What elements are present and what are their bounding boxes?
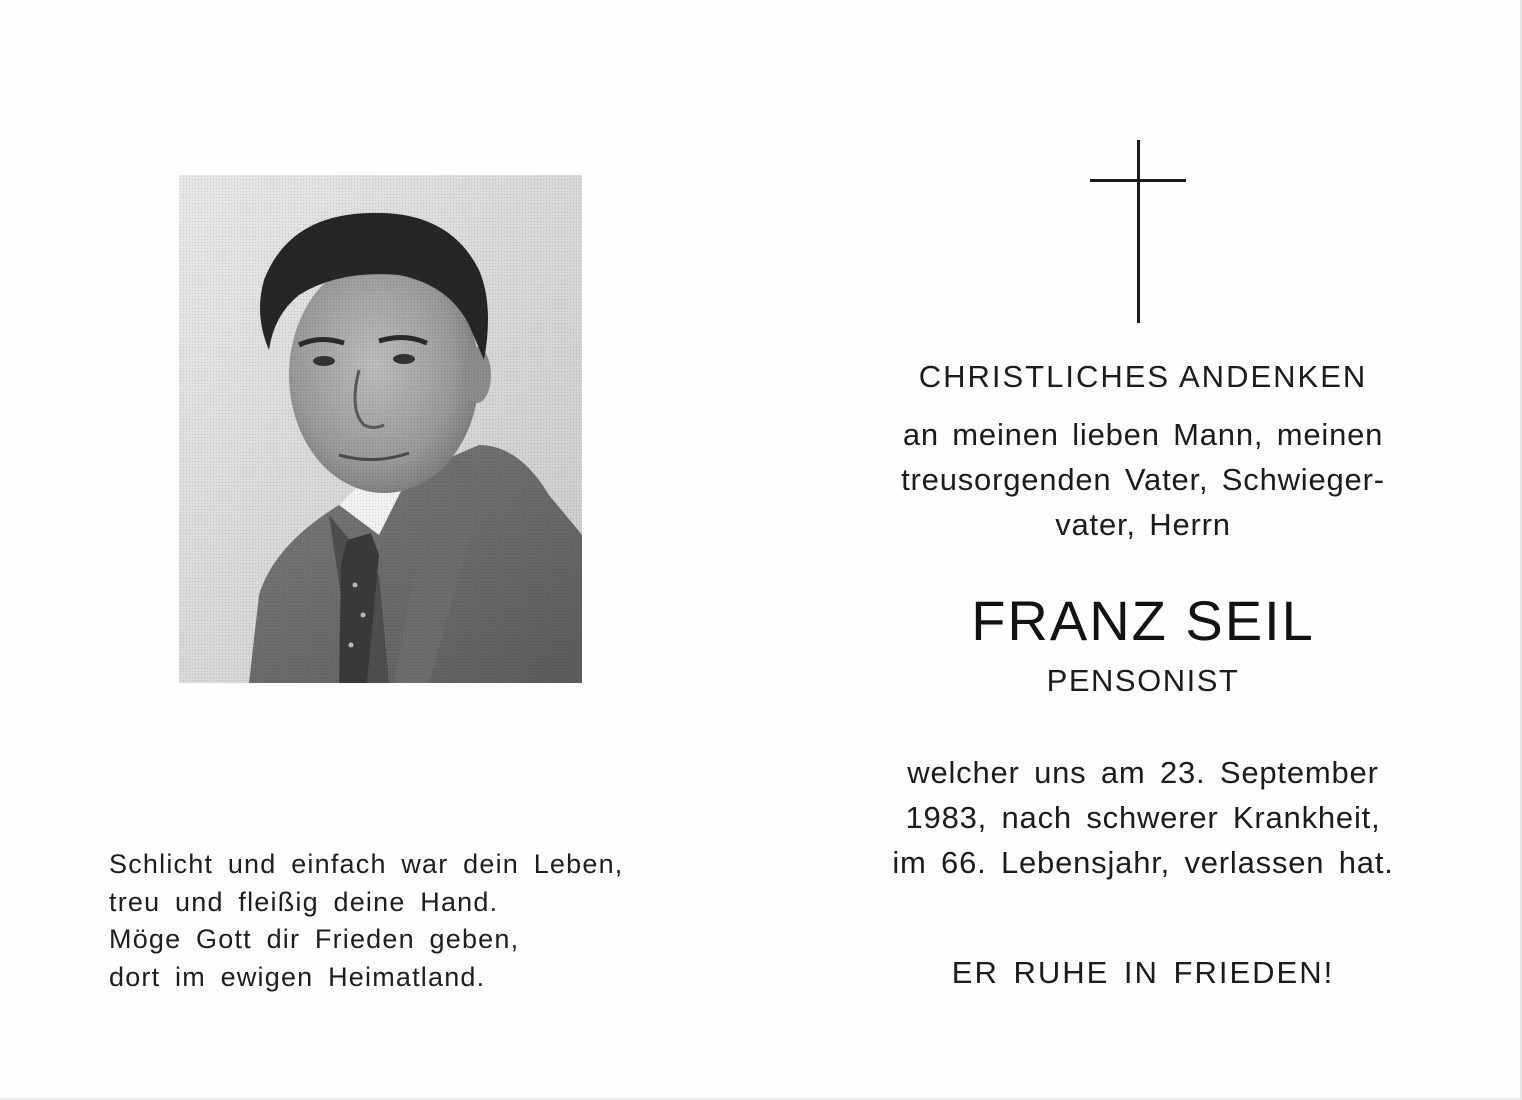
deceased-profession: PENSONIST bbox=[1046, 663, 1240, 698]
poem-line: Schlicht und einfach war dein Leben, bbox=[109, 849, 624, 879]
poem-line: Möge Gott dir Frieden geben, bbox=[109, 924, 520, 954]
memorial-heading: CHRISTLICHES ANDENKEN bbox=[918, 359, 1368, 394]
intro-text bbox=[840, 412, 1446, 547]
deceased-name: FRANZ SEIL bbox=[971, 589, 1315, 652]
poem-line: treu und fleißig deine Hand. bbox=[109, 886, 499, 917]
death-notice bbox=[840, 750, 1446, 885]
death-line: welcher uns am 23. September bbox=[907, 755, 1379, 790]
closing-blessing: ER RUHE IN FRIEDEN! bbox=[951, 955, 1335, 990]
death-line: 1983, nach schwerer Krankheit, bbox=[905, 800, 1381, 835]
memorial-poem bbox=[109, 846, 669, 996]
intro-line: an meinen lieben Mann, meinen bbox=[902, 417, 1384, 452]
intro-line: treusorgenden Vater, Schwieger- bbox=[901, 462, 1385, 497]
poem-line: dort im ewigen Heimatland. bbox=[109, 961, 486, 992]
cross-vertical-bar bbox=[1137, 140, 1140, 323]
portrait-photo-icon bbox=[179, 175, 582, 683]
cross-horizontal-bar bbox=[1090, 179, 1186, 182]
death-line: im 66. Lebensjahr, verlassen hat. bbox=[892, 845, 1394, 880]
intro-line: vater, Herrn bbox=[1055, 507, 1231, 542]
